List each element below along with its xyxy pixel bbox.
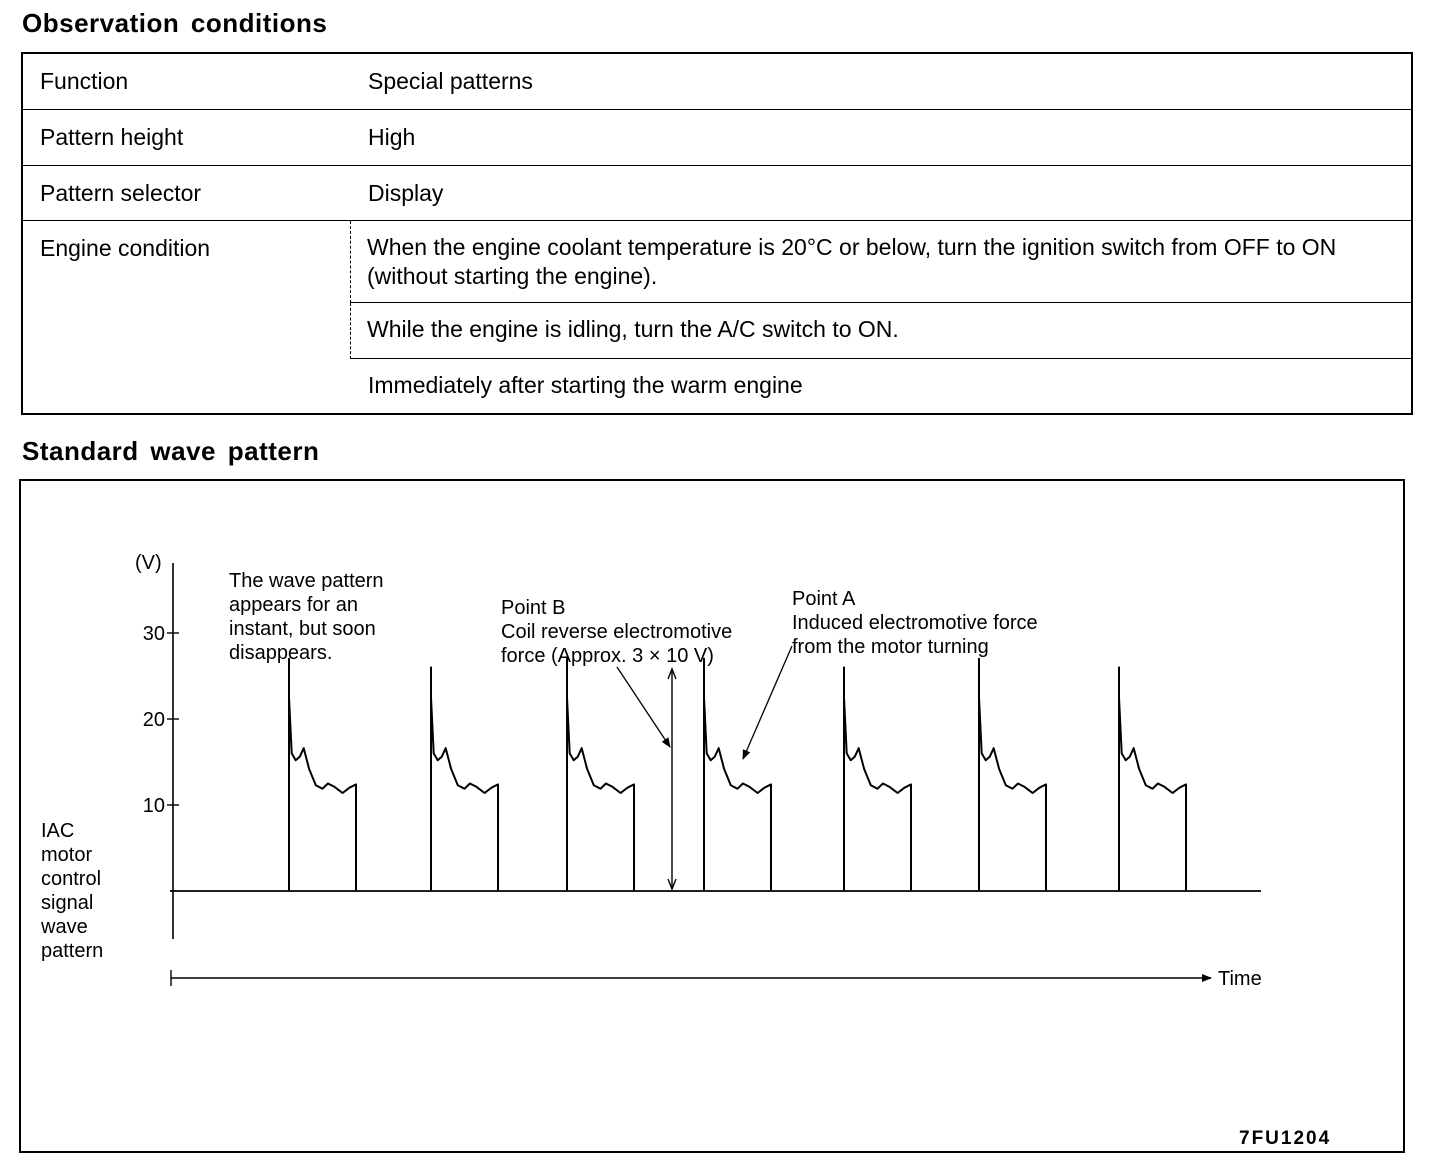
point-b-leader-line xyxy=(617,667,670,747)
y-tick-label: 10 xyxy=(142,795,165,817)
observation-conditions-title: Observation conditions xyxy=(22,8,328,38)
row-value: Special patterns xyxy=(352,53,1412,110)
standard-wave-pattern-title: Standard wave pattern xyxy=(22,436,320,466)
y-axis-unit-label: (V) xyxy=(135,552,162,574)
row-label: Pattern height xyxy=(22,110,352,166)
annotation-line: Point B xyxy=(501,597,566,619)
wave-pattern-figure xyxy=(19,479,1405,1153)
signal-label-line: pattern xyxy=(41,940,104,962)
row-label: Engine condition xyxy=(40,235,211,261)
annotation-line: from the motor turning xyxy=(792,636,989,658)
figure-code: 7FU1204 xyxy=(1239,1128,1332,1149)
transient-annotation xyxy=(229,570,384,664)
row-label: Function xyxy=(22,53,352,110)
pulse xyxy=(1119,667,1186,891)
wave-pattern-chart xyxy=(21,481,1407,1155)
pulse-series xyxy=(289,659,1186,891)
annotation-line: instant, but soon xyxy=(229,618,376,640)
signal-label xyxy=(40,820,103,962)
pulse xyxy=(289,659,356,891)
y-tick-label: 20 xyxy=(142,709,165,731)
observation-conditions-table xyxy=(21,52,1413,415)
pulse xyxy=(979,659,1046,891)
pulse xyxy=(431,667,498,891)
annotation-line: Induced electromotive force xyxy=(792,612,1038,634)
row-value: Display xyxy=(352,166,1412,221)
row-value: High xyxy=(352,110,1412,166)
row-label: Pattern selector xyxy=(22,166,352,221)
annotation-line: Coil reverse electromotive xyxy=(501,621,733,643)
signal-label-line: IAC xyxy=(41,820,75,842)
engine-condition-item: While the engine is idling, turn the A/C switch to ON. xyxy=(350,303,1411,359)
point-a-annotation xyxy=(792,588,1038,658)
signal-label-line: wave xyxy=(41,916,88,938)
table-row xyxy=(22,53,1412,110)
engine-condition-item: Immediately after starting the warm engine xyxy=(368,372,803,398)
pulse xyxy=(704,659,771,891)
annotation-line: The wave pattern xyxy=(229,570,384,592)
annotation-line: Point A xyxy=(792,588,856,610)
point-b-annotation xyxy=(501,597,732,667)
annotation-line: force (Approx. 3 × 10 V) xyxy=(501,645,714,667)
table-row xyxy=(22,110,1412,166)
point-a-leader-line xyxy=(743,646,792,759)
pulse xyxy=(567,659,634,891)
time-axis-label: Time xyxy=(1218,968,1262,990)
table-row xyxy=(22,221,1412,415)
annotation-line: appears for an xyxy=(229,594,358,616)
pulse xyxy=(844,667,911,891)
signal-label-line: signal xyxy=(41,892,94,914)
signal-label-line: control xyxy=(41,868,102,890)
signal-label-line: motor xyxy=(41,844,93,866)
y-tick-label: 30 xyxy=(142,623,165,645)
engine-condition-item: When the engine coolant temperature is 20°C or below, turn the ignition switch from OFF to ON (without starting the engine). xyxy=(350,221,1411,303)
annotation-line: disappears. xyxy=(229,642,333,664)
engine-condition-list xyxy=(352,221,1412,415)
table-row xyxy=(22,166,1412,221)
